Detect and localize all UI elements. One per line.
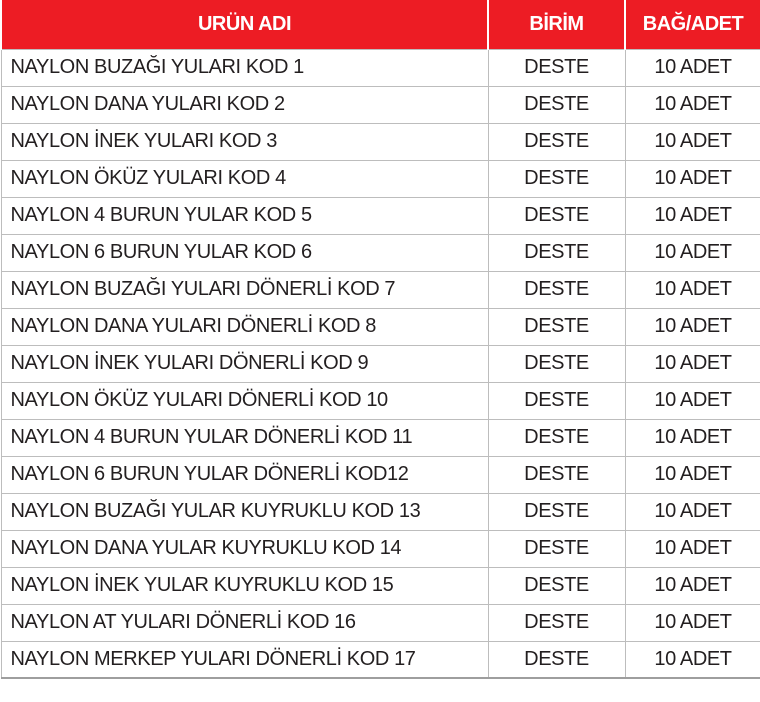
unit-cell: DESTE — [488, 197, 625, 234]
table-row — [1, 234, 760, 271]
product-name-cell: NAYLON DANA YULARI KOD 2 — [1, 86, 488, 123]
unit-cell: DESTE — [488, 123, 625, 160]
table-row — [1, 271, 760, 308]
table-row — [1, 86, 760, 123]
pack-quantity-cell: 10 ADET — [625, 530, 760, 567]
product-name-cell: NAYLON ÖKÜZ YULARI KOD 4 — [1, 160, 488, 197]
product-name-cell: NAYLON 6 BURUN YULAR DÖNERLİ KOD12 — [1, 456, 488, 493]
pack-quantity-cell: 10 ADET — [625, 86, 760, 123]
product-name-cell: NAYLON DANA YULAR KUYRUKLU KOD 14 — [1, 530, 488, 567]
unit-cell: DESTE — [488, 345, 625, 382]
unit-cell: DESTE — [488, 49, 625, 86]
product-name-cell: NAYLON DANA YULARI DÖNERLİ KOD 8 — [1, 308, 488, 345]
product-name-cell: NAYLON ÖKÜZ YULARI DÖNERLİ KOD 10 — [1, 382, 488, 419]
table-row — [1, 493, 760, 530]
pack-quantity-cell: 10 ADET — [625, 641, 760, 678]
unit-cell: DESTE — [488, 234, 625, 271]
table-row — [1, 567, 760, 604]
pack-quantity-cell: 10 ADET — [625, 160, 760, 197]
table-header — [1, 0, 760, 49]
pack-quantity-cell: 10 ADET — [625, 567, 760, 604]
pack-quantity-cell: 10 ADET — [625, 604, 760, 641]
table-row — [1, 456, 760, 493]
table-row — [1, 345, 760, 382]
table-row — [1, 308, 760, 345]
pack-quantity-cell: 10 ADET — [625, 419, 760, 456]
table-body — [1, 49, 760, 678]
pack-quantity-cell: 10 ADET — [625, 345, 760, 382]
product-name-cell: NAYLON İNEK YULAR KUYRUKLU KOD 15 — [1, 567, 488, 604]
pack-quantity-cell: 10 ADET — [625, 382, 760, 419]
header-row — [1, 0, 760, 49]
product-name-cell: NAYLON AT YULARI DÖNERLİ KOD 16 — [1, 604, 488, 641]
table-row — [1, 641, 760, 678]
column-header-pack-quantity: BAĞ/ADET — [625, 0, 760, 49]
product-name-cell: NAYLON MERKEP YULARI DÖNERLİ KOD 17 — [1, 641, 488, 678]
column-header-product-name: URÜN ADI — [1, 0, 488, 49]
table-row — [1, 382, 760, 419]
pack-quantity-cell: 10 ADET — [625, 234, 760, 271]
product-name-cell: NAYLON 4 BURUN YULAR KOD 5 — [1, 197, 488, 234]
unit-cell: DESTE — [488, 530, 625, 567]
pack-quantity-cell: 10 ADET — [625, 271, 760, 308]
pack-quantity-cell: 10 ADET — [625, 308, 760, 345]
table-row — [1, 49, 760, 86]
unit-cell: DESTE — [488, 86, 625, 123]
pack-quantity-cell: 10 ADET — [625, 49, 760, 86]
unit-cell: DESTE — [488, 456, 625, 493]
table-row — [1, 419, 760, 456]
table-row — [1, 530, 760, 567]
column-header-unit: BİRİM — [488, 0, 625, 49]
unit-cell: DESTE — [488, 493, 625, 530]
unit-cell: DESTE — [488, 419, 625, 456]
unit-cell: DESTE — [488, 382, 625, 419]
product-name-cell: NAYLON 4 BURUN YULAR DÖNERLİ KOD 11 — [1, 419, 488, 456]
table-row — [1, 160, 760, 197]
pack-quantity-cell: 10 ADET — [625, 197, 760, 234]
unit-cell: DESTE — [488, 160, 625, 197]
table-row — [1, 197, 760, 234]
unit-cell: DESTE — [488, 604, 625, 641]
pack-quantity-cell: 10 ADET — [625, 123, 760, 160]
unit-cell: DESTE — [488, 641, 625, 678]
product-name-cell: NAYLON BUZAĞI YULARI DÖNERLİ KOD 7 — [1, 271, 488, 308]
unit-cell: DESTE — [488, 308, 625, 345]
pack-quantity-cell: 10 ADET — [625, 456, 760, 493]
pack-quantity-cell: 10 ADET — [625, 493, 760, 530]
unit-cell: DESTE — [488, 271, 625, 308]
product-name-cell: NAYLON İNEK YULARI KOD 3 — [1, 123, 488, 160]
product-name-cell: NAYLON 6 BURUN YULAR KOD 6 — [1, 234, 488, 271]
table-row — [1, 123, 760, 160]
product-name-cell: NAYLON BUZAĞI YULARI KOD 1 — [1, 49, 488, 86]
product-name-cell: NAYLON BUZAĞI YULAR KUYRUKLU KOD 13 — [1, 493, 488, 530]
unit-cell: DESTE — [488, 567, 625, 604]
product-name-cell: NAYLON İNEK YULARI DÖNERLİ KOD 9 — [1, 345, 488, 382]
table-row — [1, 604, 760, 641]
